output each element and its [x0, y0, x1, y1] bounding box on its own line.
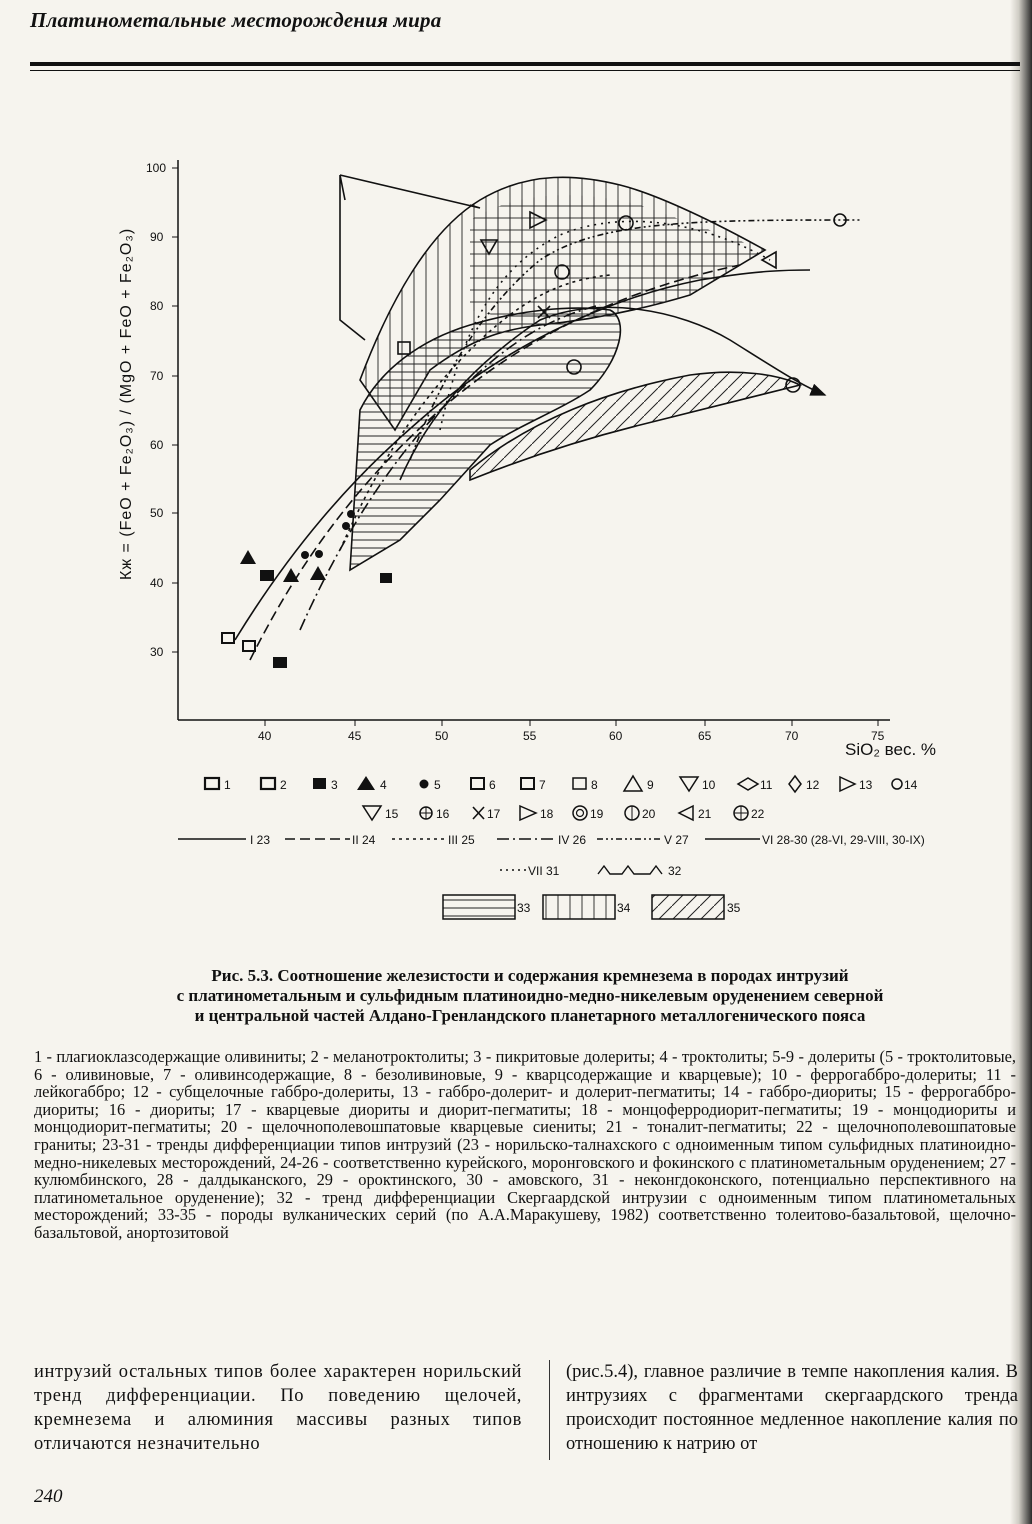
- legend-num-1: 1: [224, 778, 231, 792]
- symbol-5: [347, 510, 355, 518]
- legend-num-17: 17: [487, 807, 501, 821]
- y-tick-100: 100: [146, 161, 167, 175]
- page-number: 240: [34, 1486, 63, 1507]
- caption-line-1: Рис. 5.3. Соотношение железистости и содержания кремнезема в породах интрузий: [211, 966, 849, 985]
- body-column-right: (рис.5.4), главное различие в темпе накопления калия. В интрузиях с фрагментами скергаардского тренда происходит постоянное медленное накопление калия по отношению к натрию от: [566, 1362, 1018, 1454]
- symbol-5: [301, 551, 309, 559]
- x-tick-40: 40: [258, 729, 272, 743]
- symbol-4: [310, 566, 326, 580]
- y-tick-70: 70: [150, 369, 164, 383]
- legend-num-19: 19: [590, 807, 604, 821]
- x-axis-ticks: [258, 720, 885, 743]
- legend-num-10: 10: [702, 778, 716, 792]
- legend-num-16: 16: [436, 807, 450, 821]
- x-axis-label: SiO₂ вес. %: [845, 740, 937, 759]
- legend-trends: [178, 833, 925, 878]
- running-title: Платинометальные месторождения мира: [30, 8, 442, 32]
- legend-num-4: 4: [380, 778, 387, 792]
- symbol-5: [342, 522, 350, 530]
- x-tick-75: 75: [871, 729, 885, 743]
- legend-symbols-row2: [363, 806, 765, 821]
- symbol-1: [222, 633, 234, 643]
- symbol-3: [260, 570, 274, 581]
- symbol-3: [380, 573, 392, 583]
- y-axis-label: Кж = (FeO + Fe₂O₃) / (MgO + FeO + Fe₂O₃): [118, 227, 135, 580]
- legend-num-12: 12: [806, 778, 820, 792]
- legend-trend-23: I 23: [250, 833, 271, 847]
- y-tick-80: 80: [150, 299, 164, 313]
- field-34-grid: [470, 195, 765, 325]
- symbol-2: [243, 641, 255, 651]
- symbol-5: [315, 550, 323, 558]
- legend-trend-28: VI 28-30 (28-VI, 29-VIII, 30-IX): [762, 833, 925, 847]
- legend-trend-25: III 25: [448, 833, 475, 847]
- symbol-21: [762, 252, 776, 268]
- legend-num-15: 15: [385, 807, 399, 821]
- symbol-3: [273, 657, 287, 668]
- legend-num-13: 13: [859, 778, 873, 792]
- figure-5-3: [0, 80, 1032, 960]
- x-tick-55: 55: [523, 729, 537, 743]
- legend-num-18: 18: [540, 807, 554, 821]
- caption-line-2: с платинометальным и сульфидным платиноидно-медно-никелевым оруденением северной: [176, 986, 884, 1005]
- y-tick-60: 60: [150, 438, 164, 452]
- y-tick-30: 30: [150, 645, 164, 659]
- symbol-4: [283, 568, 299, 582]
- legend-areas: [443, 895, 741, 919]
- legend-trend-26: IV 26: [558, 833, 587, 847]
- legend-num-22: 22: [751, 807, 765, 821]
- legend-num-2: 2: [280, 778, 287, 792]
- legend-num-7: 7: [539, 778, 546, 792]
- symbol-4: [240, 550, 256, 564]
- legend-num-5: 5: [434, 778, 441, 792]
- header-rule-thick: [30, 62, 1020, 66]
- legend-area-33: 33: [517, 901, 531, 915]
- figure-legend-text: 1 - плагиоклазсодержащие оливиниты; 2 - меланотроктолиты; 3 - пикритовые долериты; 4 - троктолиты; 5-9 - долериты (5 - троктолитовые, 6 - оливиновые, 7 - оливинсодержащие, 8 - безоливиновые, 9 - кварцсодержащие и кварцевые); 10 - феррогаббро-долериты; 11 - лейкогаббро; 12 - субщелочные габбро-долериты, 13 - габбро-долерит- и долерит-пегматиты; 14 - габбро-диориты; 15 - феррогаббро-диориты; 16 - диориты; 17 - кварцевые диориты и диорит-пегматиты; 18 - монцоферродиорит-пегматиты; 19 - монцодиориты и монцодиорит-пегматиты; 20 - щелочнополевошпатовые кварцевые сиениты; 21 - тоналит-пегматиты; 22 - щелочнополевошпатовые граниты; 23-31 - тренды дифференциации типов интрузий (23 - норильско-талнахского с одноименным типом сульфидных платиноидно-медно-никелевых месторождений, 24-26 - соответственно курейского, моронговского и фокинского с платинометальным оруденением; 27 - кулюмбинского, 28 - далдыканского, 29 - ороктинского, 30 - амовского, 31 - неконгдоконского, потенциально перспективного на платинометальное оруденение); 32 - тренд дифференциации Скергаардской интрузии с одноименным типом платинометальных месторождений; 33-35 - породы вулканических серий (по А.А.Маракушеву, 1982) соответственно толеитово-базальтовой, щелочно-базальтовой, анортозитовой: [34, 1047, 1016, 1242]
- x-tick-60: 60: [609, 729, 623, 743]
- legend-area-34: 34: [617, 901, 631, 915]
- diagram-canvas: [0, 80, 1032, 960]
- legend-num-21: 21: [698, 807, 712, 821]
- y-tick-40: 40: [150, 576, 164, 590]
- x-tick-70: 70: [785, 729, 799, 743]
- legend-num-20: 20: [642, 807, 656, 821]
- y-axis-ticks: [146, 161, 178, 659]
- legend-symbols-row1: [205, 776, 918, 792]
- legend-area-35: 35: [727, 901, 741, 915]
- y-tick-90: 90: [150, 230, 164, 244]
- body-column-left: интрузий остальных типов более характерен норильский тренд дифференциации. По поведению щелочей, кремнезема и алюминия массивы разных типов отличаются незначительно: [34, 1362, 522, 1454]
- legend-num-9: 9: [647, 778, 654, 792]
- legend-trend-27: V 27: [664, 833, 689, 847]
- column-divider: [549, 1360, 550, 1460]
- x-tick-65: 65: [698, 729, 712, 743]
- legend-num-14: 14: [904, 778, 918, 792]
- header-rule-thin: [30, 70, 1020, 71]
- legend-num-8: 8: [591, 778, 598, 792]
- legend-num-11: 11: [760, 778, 773, 792]
- x-tick-50: 50: [435, 729, 449, 743]
- y-tick-50: 50: [150, 506, 164, 520]
- x-tick-45: 45: [348, 729, 362, 743]
- legend-trend-31: VII 31: [528, 864, 560, 878]
- legend-num-3: 3: [331, 778, 338, 792]
- caption-line-3: и центральной частей Алдано-Гренландского планетарного металлогенического пояса: [194, 1006, 866, 1025]
- legend-num-6: 6: [489, 778, 496, 792]
- legend-trend-24: II 24: [352, 833, 376, 847]
- figure-caption: [70, 966, 990, 1026]
- legend-trend-32: 32: [668, 864, 682, 878]
